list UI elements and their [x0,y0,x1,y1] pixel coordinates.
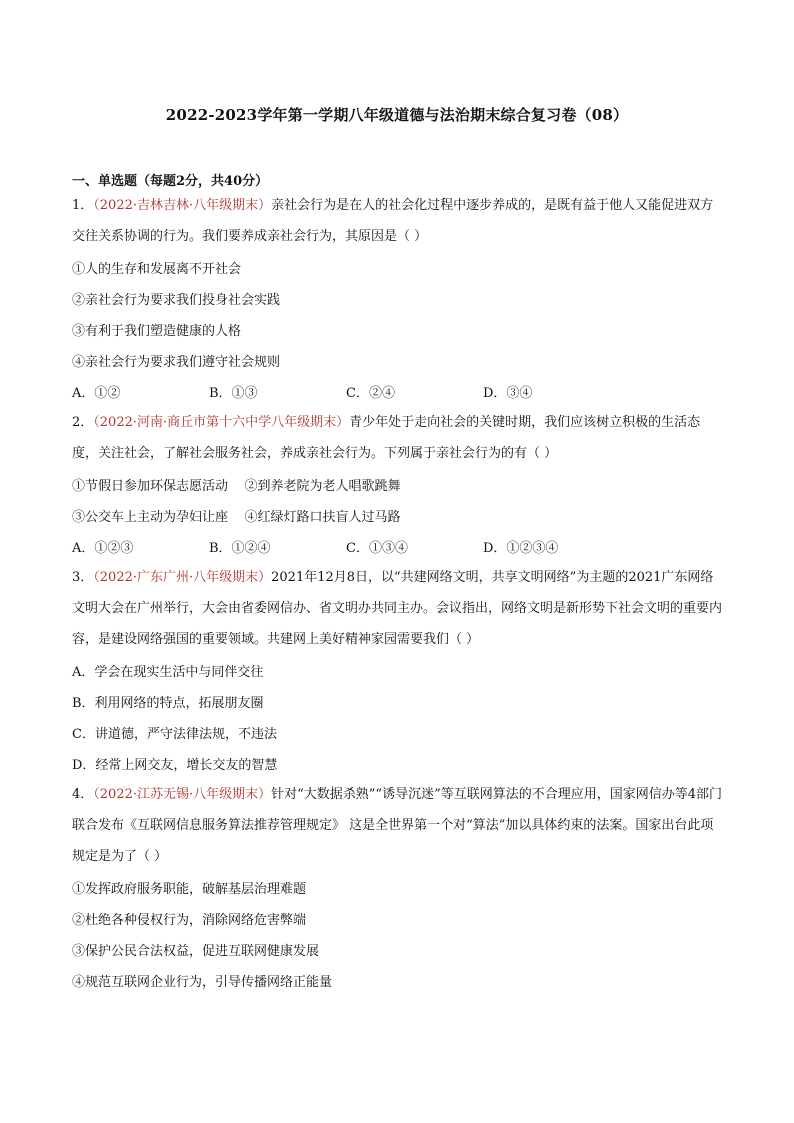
question-source: （2022·河南·商丘市第十六中学八年级期末） [93,415,350,430]
page-title: 2022-2023学年第一学期八年级道德与法治期末综合复习卷（08） [165,106,629,124]
answer-options [72,376,722,407]
question-4 [72,779,722,996]
statement-item: ③保护公民合法权益，促进互联网健康发展 [72,944,320,959]
statement-item: ④规范互联网企业行为，引导传播网络正能量 [72,975,333,990]
question-number: 4． [72,787,94,802]
option-d[interactable]: D．经常上网交友，增长交友的智慧 [72,758,278,773]
option-a[interactable]: A．①② [72,386,121,401]
statement-item: ②杜绝各种侵权行为，消除网络危害弊端 [72,913,307,928]
question-3 [72,562,722,779]
question-number: 2． [72,415,94,430]
question-list [72,190,722,996]
question-2 [72,407,722,562]
question-source: （2022·江苏无锡·八年级期末） [93,787,272,802]
question-source: （2022·吉林吉林·八年级期末） [93,198,272,213]
option-c[interactable]: C．讲道德，严守法律法规，不违法 [72,727,277,742]
statement-item: ④亲社会行为要求我们遵守社会规则 [72,355,281,370]
option-b[interactable]: B．①②④ [209,541,271,556]
option-b[interactable]: B．①③ [209,386,258,401]
statement-item: ③有利于我们塑造健康的人格 [72,324,242,339]
statement-item: ②亲社会行为要求我们投身社会实践 [72,293,281,308]
question-stem: 青少年处于走向社会的关键时期，我们应该树立积极的生活态度，关注社会，了解社会服务社会，养成亲社会行为。下列属于亲社会行为的有（ ） [72,415,701,461]
option-b[interactable]: B．利用网络的特点，拓展朋友圈 [72,696,264,711]
statement-item: ①发挥政府服务职能，破解基层治理难题 [72,882,307,897]
option-d[interactable]: D．①②③④ [483,541,559,556]
question-source: （2022·广东广州·八年级期末） [93,570,272,585]
option-a[interactable]: A．学会在现实生活中与同伴交往 [72,665,264,680]
option-d[interactable]: D．③④ [483,386,533,401]
question-stem: 亲社会行为是在人的社会化过程中逐步养成的，是既有益于他人又能促进双方交往关系协调的行为。我们要养成亲社会行为，其原因是（ ） [72,198,714,244]
option-c[interactable]: C．②④ [346,386,395,401]
question-number: 3． [72,570,94,585]
option-a[interactable]: A．①②③ [72,541,134,556]
statement-item: ①节假日参加环保志愿活动 ②到养老院为老人唱歌跳舞 [72,479,401,494]
question-number: 1． [72,198,94,213]
statement-item: ①人的生存和发展离不开社会 [72,262,242,277]
question-1 [72,190,722,407]
question-stem: 针对“大数据杀熟”“诱导沉迷”等互联网算法的不合理应用，国家网信办等4部门联合发布《互联网信息服务算法推荐管理规定》 这是全世界第一个对“算法”加以具体约束的法案。国家出台此项规定是为了（ ） [72,787,722,864]
option-c[interactable]: C．①③④ [346,541,408,556]
answer-options [72,531,722,562]
question-stem: 2021年12月8日，以“共建网络文明，共享文明网络”为主题的2021广东网络文明大会在广州举行，大会由省委网信办、省文明办共同主办。会议指出，网络文明是新形势下社会文明的重要内容，是建设网络强国的重要领域。共建网上美好精神家园需要我们（ ） [72,570,723,647]
statement-item: ③公交车上主动为孕妇让座 ④红绿灯路口扶盲人过马路 [72,510,401,525]
section-heading: 一、单选题（每题2分，共40分） [72,174,269,189]
